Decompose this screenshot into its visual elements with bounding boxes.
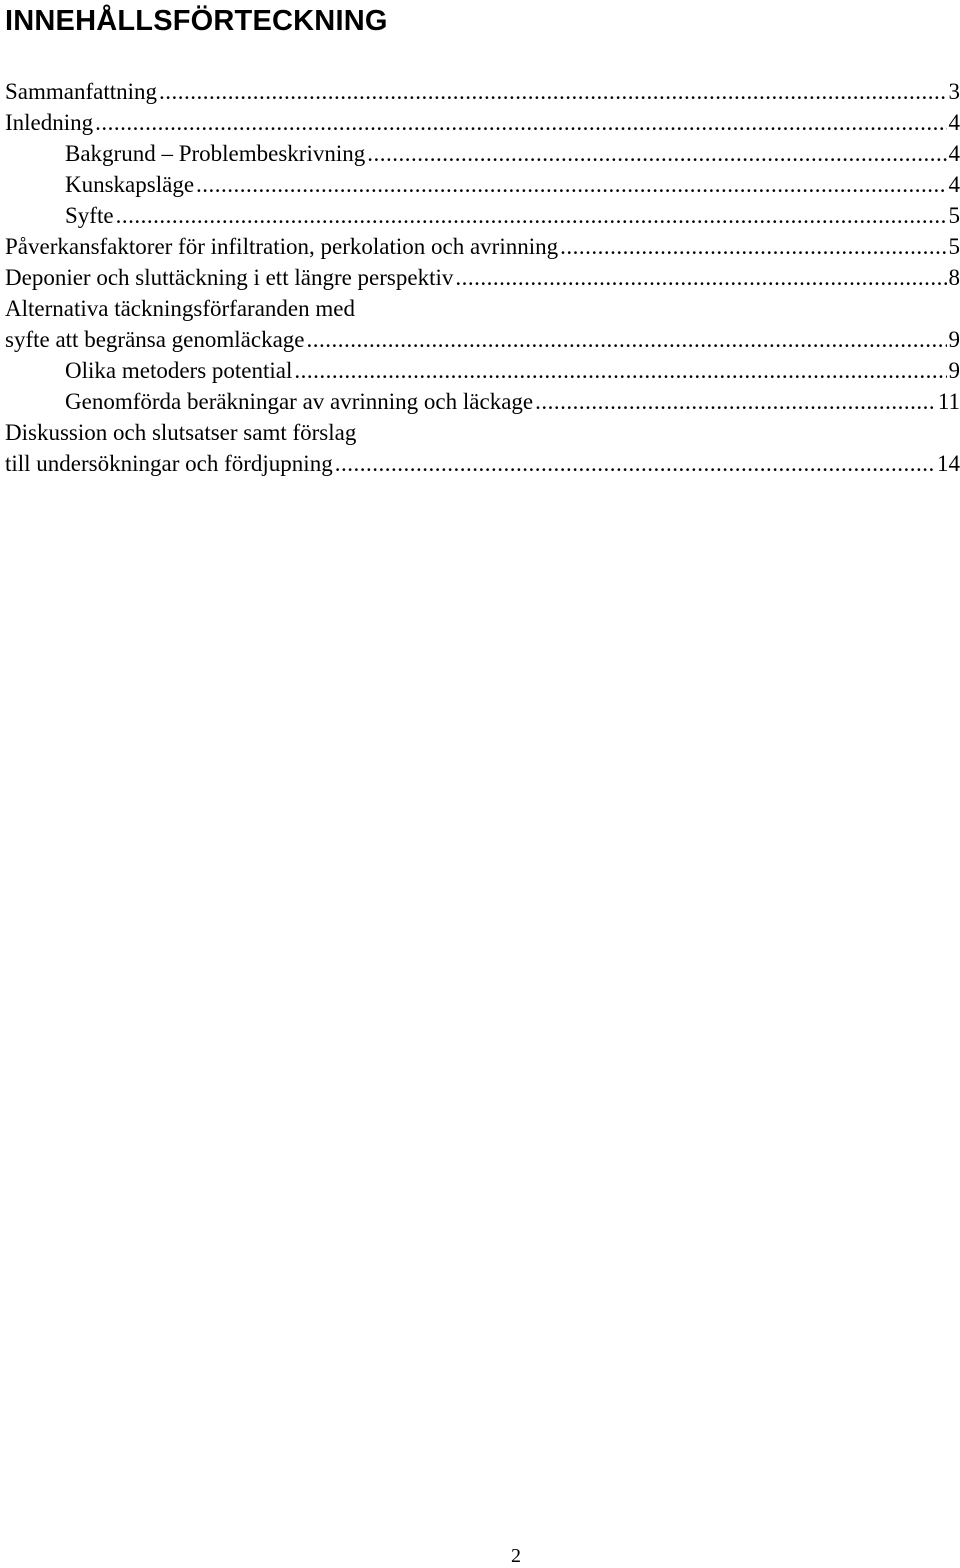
page-title: INNEHÅLLSFÖRTECKNING [5,5,388,37]
toc-entry-label: Alternativa täckningsförfaranden med [5,296,355,321]
toc-entry-diskussion-line1[interactable] [5,417,960,448]
toc-entry-page: 8 [948,265,960,290]
toc-leader-dots [335,448,935,479]
toc-leader-dots [535,386,936,417]
toc-leader-dots [367,138,946,169]
toc-entry-diskussion[interactable] [5,448,960,479]
toc-entry-page: 5 [948,234,960,259]
toc-leader-dots [196,169,946,200]
toc-entry-page: 14 [937,451,960,476]
toc-entry-paverkansfaktorer[interactable] [5,231,960,262]
toc-entry-label: Påverkansfaktorer för infiltration, perkolation och avrinning [5,234,559,259]
toc-entry-label: till undersökningar och fördjupning [5,451,333,476]
toc-leader-dots [159,76,946,107]
toc-entry-label: Kunskapsläge [65,172,195,197]
toc-entry-alternativa[interactable] [5,324,960,355]
toc-entry-kunskapslage[interactable] [5,169,960,200]
table-of-contents [5,76,960,479]
toc-entry-page: 4 [948,110,960,135]
toc-entry-page: 4 [948,141,960,166]
toc-entry-label: Sammanfattning [5,79,158,104]
toc-entry-syfte[interactable] [5,200,960,231]
toc-entry-page: 5 [948,203,960,228]
toc-entry-page: 3 [948,79,960,104]
toc-entry-label: Bakgrund – Problembeskrivning [65,141,366,166]
toc-entry-label: syfte att begränsa genomläckage [5,327,305,352]
toc-entry-label: Deponier och sluttäckning i ett längre perspektiv [5,265,454,290]
toc-entry-label: Syfte [65,203,114,228]
toc-leader-dots [307,324,947,355]
toc-entry-inledning[interactable] [5,107,960,138]
toc-entry-bakgrund[interactable] [5,138,960,169]
toc-leader-dots [116,200,947,231]
toc-leader-dots [455,262,946,293]
toc-entry-genomforda-berakningar[interactable] [5,386,960,417]
toc-entry-olika-metoder[interactable] [5,355,960,386]
toc-entry-label: Olika metoders potential [65,358,293,383]
toc-entry-label: Diskussion och slutsatser samt förslag [5,420,357,445]
page-number: 2 [511,1545,521,1567]
toc-entry-page: 9 [948,327,960,352]
toc-entry-page: 11 [937,389,960,414]
toc-entry-label: Genomförda beräkningar av avrinning och läckage [65,389,534,414]
toc-entry-page: 9 [948,358,960,383]
toc-entry-alternativa-line1[interactable] [5,293,960,324]
toc-leader-dots [294,355,946,386]
toc-leader-dots [95,107,946,138]
toc-entry-sammanfattning[interactable] [5,76,960,107]
toc-entry-page: 4 [948,172,960,197]
toc-leader-dots [560,231,946,262]
toc-entry-label: Inledning [5,110,94,135]
toc-entry-deponier[interactable] [5,262,960,293]
